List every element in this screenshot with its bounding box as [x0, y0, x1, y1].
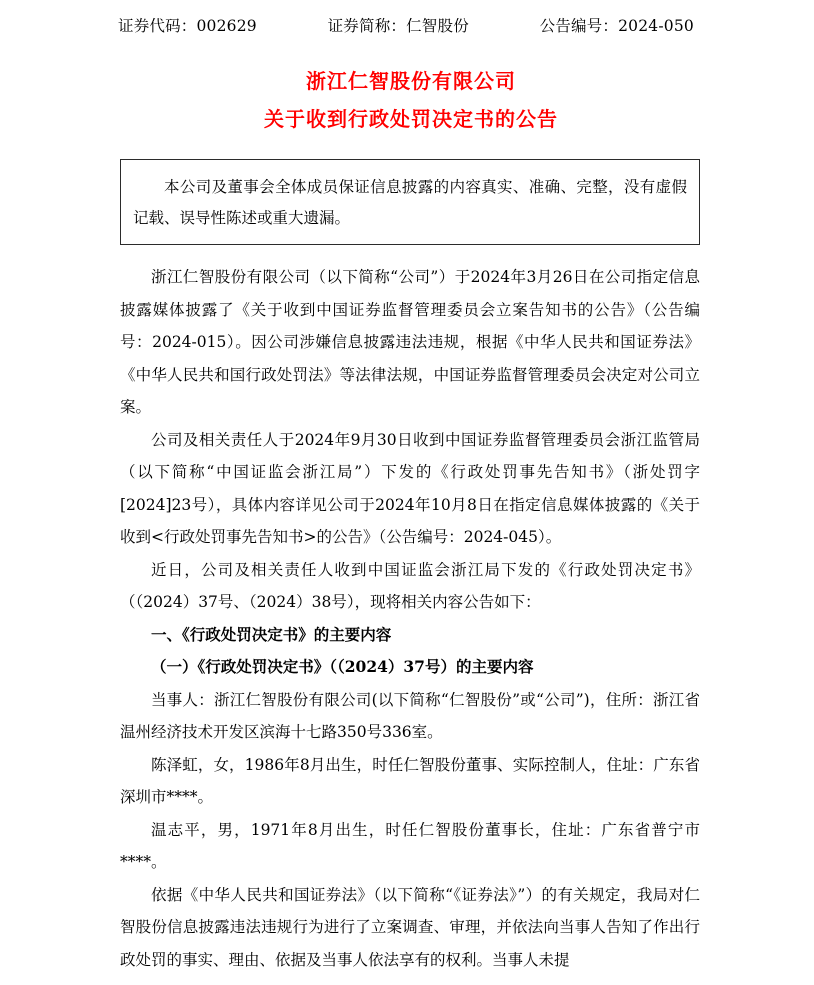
legal-basis-paragraph: 依据《中华人民共和国证券法》（以下简称“《证券法》”）的有关规定，我局对仁智股份信息披露违法违规行为进行了立案调查、审理，并依法向当事人告知了作出行政处罚的事实、理由、依据及当事人依法享有的权利。当事人未提: [120, 885, 700, 969]
document-title: [126, 62, 696, 138]
body-paragraph-2: 公司及相关责任人于2024年9月30日收到中国证券监督管理委员会浙江监管局（以下简称“中国证监会浙江局”）下发的《行政处罚事先告知书》（浙处罚字[2024]23号），具体内容详见公司于2024年10月8日在指定信息媒体披露的《关于收到<行政处罚事先告知书>的公告》（公告编号：2024-045）。: [120, 430, 700, 546]
body-paragraph-1: 浙江仁智股份有限公司（以下简称“公司”）于2024年3月26日在公司指定信息披露媒体披露了《关于收到中国证券监督管理委员会立案告知书的公告》（公告编号：2024-015）。因公司涉嫌信息披露违法违规，根据《中华人民共和国证券法》《中华人民共和国行政处罚法》等法律法规，中国证券监督管理委员会决定对公司立案。: [120, 268, 700, 416]
party-company-paragraph: 当事人：浙江仁智股份有限公司(以下简称“仁智股份”或“公司”)，住所：浙江省温州经济技术开发区滨海十七路350号336室。: [120, 690, 700, 741]
disclaimer-text: 本公司及董事会全体成员保证信息披露的内容真实、准确、完整，没有虚假记载、误导性陈述或重大遗漏。: [133, 178, 687, 227]
security-code: 证券代码：002629: [118, 17, 257, 35]
body-paragraph-3: 近日，公司及相关责任人收到中国证监会浙江局下发的《行政处罚决定书》（（2024）37号、（2024）38号），现将相关内容公告如下：: [120, 560, 700, 611]
document-header: [118, 14, 696, 36]
party-person-2-paragraph: 温志平，男，1971年8月出生，时任仁智股份董事长，住址：广东省普宁市****。: [120, 820, 700, 871]
title-line-subject: 关于收到行政处罚决定书的公告: [264, 107, 558, 131]
section-heading-1: 一、《行政处罚决定书》的主要内容: [151, 624, 392, 644]
disclaimer-box: [120, 159, 700, 245]
party-person-1-paragraph: 陈泽虹，女，1986年8月出生，时任仁智股份董事、实际控制人，住址：广东省深圳市****。: [120, 755, 700, 806]
title-line-company: 浙江仁智股份有限公司: [306, 69, 516, 93]
announcement-number: 公告编号：2024-050: [539, 17, 694, 35]
security-short-name: 证券简称：仁智股份: [327, 17, 469, 35]
document-body: [120, 261, 700, 976]
subsection-heading-1: （一）《行政处罚决定书》（（2024）37号）的主要内容: [151, 657, 534, 676]
